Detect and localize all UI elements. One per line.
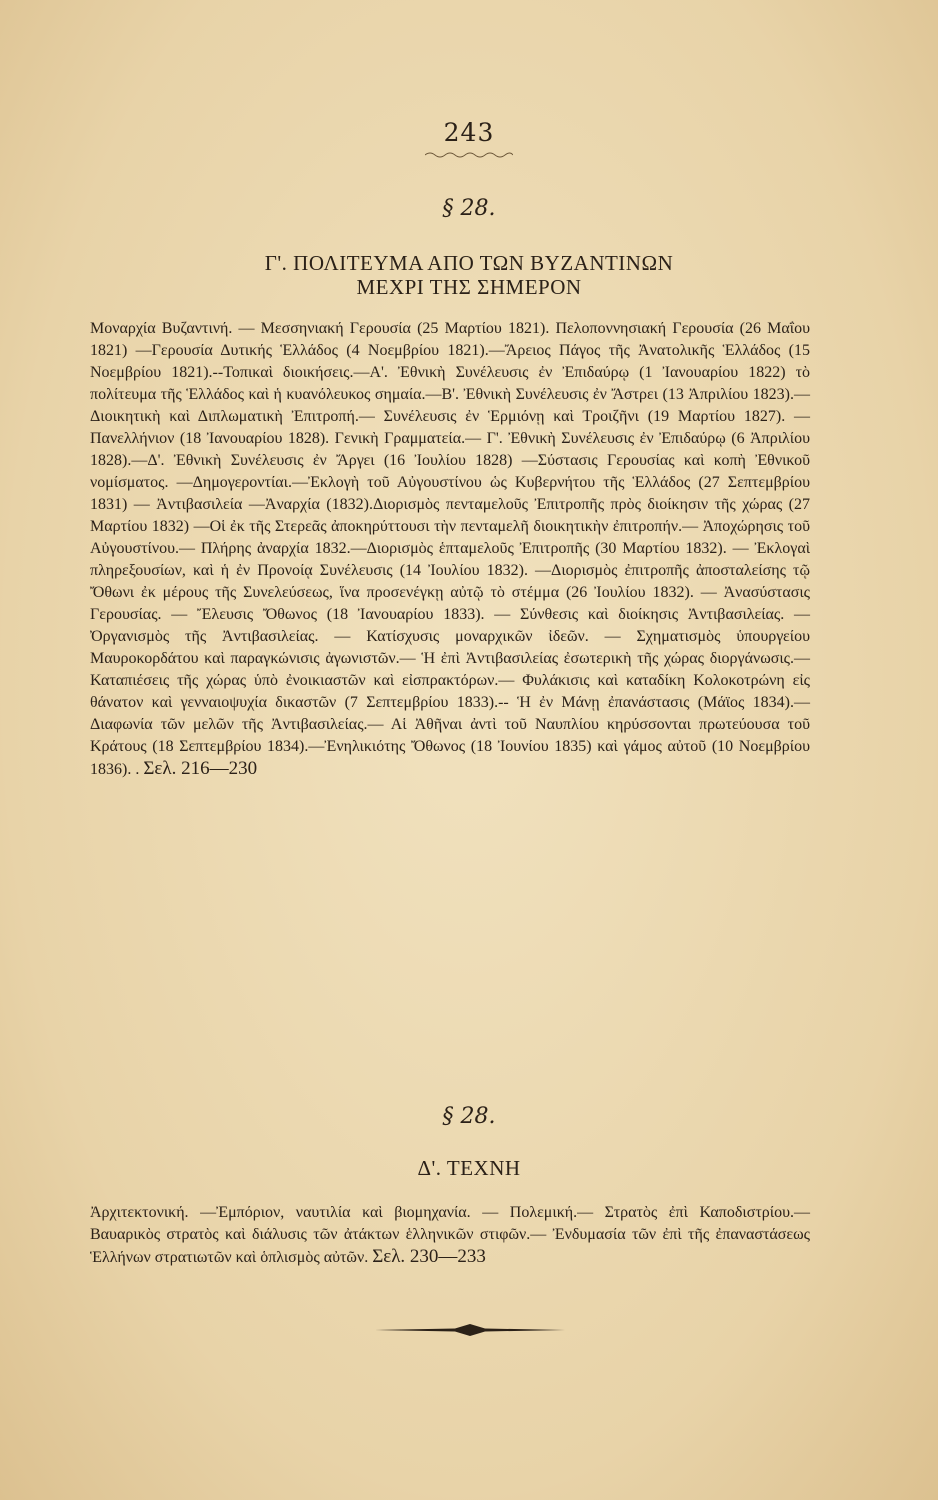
section-1-mark: § 28.	[442, 196, 496, 221]
end-ornament	[375, 1323, 565, 1337]
section-2-mark: § 28.	[442, 1104, 496, 1129]
section-1-title-line-2: ΜΕΧΡΙ ΤΗΣ ΣΗΜΕΡΟΝ	[356, 275, 582, 299]
page-number: 243	[443, 118, 495, 147]
section-2-title: Δ'. ΤΕΧΝΗ	[417, 1156, 521, 1180]
section-2-text: Ἀρχιτεκτονική. —Ἐμπόριον, ναυτιλία καὶ βιομηχανία. — Πολεμική.— Στρατὸς ἐπὶ Καποδιστρίου.— Βαυαρικὸς στρατὸς καὶ διάλυσις τῶν ἀτάκτων ἑλληνικῶν στιφῶν.— Ἐνδυμασία τῶν ἐπὶ τῆς ἐπαναστάσεως Ἑλλήνων στρατιωτῶν καὶ ὁπλισμὸς αὐτῶν.	[90, 1204, 810, 1266]
squiggle-ornament	[425, 150, 513, 160]
section-1-text: Μοναρχία Βυζαντινή. — Μεσσηνιακή Γερουσία (25 Μαρτίου 1821). Πελοποννησιακή Γερουσία (26 Μαΐου 1821) —Γερουσία Δυτικής Ἑλλάδος (4 Νοεμβρίου 1821).—Ἄρειος Πάγος τῆς Ἀνατολικῆς Ἑλλάδος (15 Νοεμβρίου 1821).--Τοπικαὶ διοικήσεις.—Α'. Ἐθνικὴ Συνέλευσις ἐν Ἐπιδαύρῳ (1 Ἰανουαρίου 1822) τὸ πολίτευμα τῆς Ἑλλάδος καὶ ἡ κυανόλευκος σημαία.—Β'. Ἐθνικὴ Συνέλευσις ἐν Ἄστρει (13 Ἀπριλίου 1823).— Διοικητικὴ καὶ Διπλωματικὴ Ἐπιτροπή.— Συνέλευσις ἐν Ἑρμιόνῃ καὶ Τροιζῆνι (19 Μαρτίου 1827). —Πανελλήνιον (18 Ἰανουαρίου 1828). Γενικὴ Γραμματεία.— Γ'. Ἐθνικὴ Συνέλευσις ἐν Ἐπιδαύρῳ (6 Ἀπριλίου 1828).—Δ'. Ἐθνικὴ Συνέλευσις ἐν Ἄργει (16 Ἰουλίου 1828) —Σύστασις Γερουσίας καὶ κοπὴ Ἐθνικοῦ νομίσματος. —Δημογεροντίαι.—Ἐκλογὴ τοῦ Αὐγουστίνου ὡς Κυβερνήτου τῆς Ἑλλάδος (27 Σεπτεμβρίου 1831) — Ἀντιβασιλεία —Ἀναρχία (1832).Διορισμὸς πενταμελοῦς Ἐπιτροπῆς πρὸς διοίκησιν τῆς χώρας (27 Μαρτίου 1832) —Οἱ ἐκ τῆς Στερεᾶς ἀποκηρύττουσι τὴν πενταμελῆ διοικητικὴν ἐπιτροπήν.— Ἀποχώρησις τοῦ Αὐγουστίνου.— Πλήρης ἀναρχία 1832.—Διορισμὸς ἑπταμελοῦς Ἐπιτροπῆς (30 Μαρτίου 1832). — Ἐκλογαὶ πληρεξουσίων, καὶ ἡ ἐν Προνοίᾳ Συνέλευσις (14 Ἰουλίου 1832). —Διορισμὸς ἐπιτροπῆς ἀποσταλείσης τῷ Ὄθωνι ἐκ μέρους τῆς Συνελεύσεως, ἵνα προσενέγκῃ αὐτῷ τὸ στέμμα (26 Ἰουλίου 1832). — Ἀνασύστασις Γερουσίας. — Ἔλευσις Ὄθωνος (18 Ἰανουαρίου 1833). — Σύνθεσις καὶ διοίκησις Ἀντιβασιλείας. — Ὀργανισμὸς τῆς Ἀντιβασιλείας. — Κατίσχυσις μοναρχικῶν ἰδεῶν. — Σχηματισμὸς ὑπουργείου Μαυροκορδάτου καὶ παραγκώνισις ἀγωνιστῶν.— Ἡ ἐπὶ Ἀντιβασιλείας ἐσωτερικὴ τῆς χώρας διοργάνωσις.— Καταπιέσεις τῆς χώρας ὑπὸ ἐνοικιαστῶν καὶ εἰσπρακτόρων.— Φυλάκισις καὶ καταδίκη Κολοκοτρώνη εἰς θάνατον καὶ γενναιοψυχία δικαστῶν (7 Σεπτεμβρίου 1833).-- Ἡ ἐν Μάνῃ ἐπανάστασις (Μάϊος 1834).—Διαφωνία τῶν μελῶν τῆς Ἀντιβασιλείας.— Αἱ Ἀθῆναι ἀντὶ τοῦ Ναυπλίου κηρύσσονται πρωτεύουσα τοῦ Κράτους (18 Σεπτεμβρίου 1834).—Ἐνηλικιότης Ὄθωνος (18 Ἰουνίου 1835) καὶ γάμος αὐτοῦ (10 Νοεμβρίου 1836). .	[90, 320, 810, 778]
section-1-title-line-1: Γ'. ΠΟΛΙΤΕΥΜΑ ΑΠΟ ΤΩΝ ΒΥΖΑΝΤΙΝΩΝ	[264, 251, 674, 275]
section-1-page-ref: Σελ. 216—230	[143, 758, 258, 779]
section-2-body	[90, 1202, 810, 1269]
section-2-page-ref: Σελ. 230—233	[372, 1246, 486, 1267]
section-1-body	[90, 318, 810, 781]
